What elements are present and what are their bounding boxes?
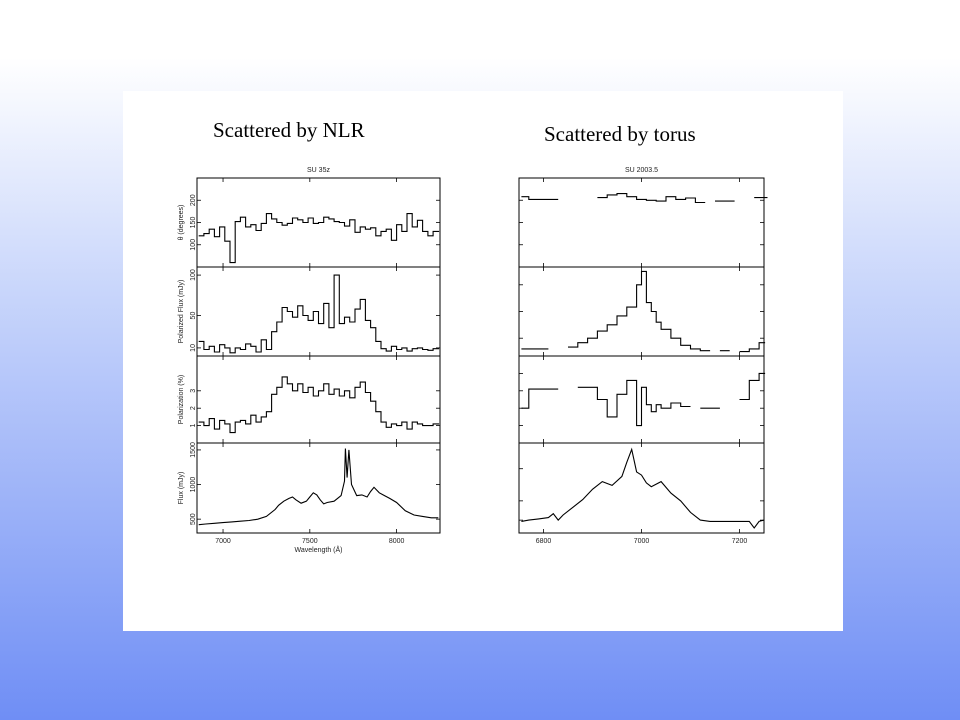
x-axis-label: Wavelength (Å) (294, 547, 343, 554)
left-heading: Scattered by NLR (213, 118, 365, 142)
subplot-frame (519, 178, 764, 267)
panel-title: SU 35z (307, 167, 330, 174)
y-axis-label: θ (degrees) (178, 204, 185, 241)
y-tick-label: 1000 (190, 476, 197, 493)
series-line (199, 214, 439, 263)
subplot-polarized-flux (519, 267, 765, 356)
y-tick-label: 500 (190, 513, 197, 525)
y-axis-label: Polarization (%) (178, 374, 185, 425)
y-tick-label: 200 (190, 194, 197, 207)
chart-panel-1 (519, 167, 768, 545)
subplot-flux (519, 443, 764, 533)
y-tick-label: 3 (190, 388, 197, 393)
subplot-pa (178, 178, 440, 267)
series-line (521, 373, 765, 425)
subplot-pa (519, 178, 768, 267)
x-tick-label: 8000 (388, 538, 405, 545)
chart-panel-0 (178, 167, 440, 554)
panel-title: SU 2003.5 (624, 167, 659, 174)
y-tick-label: 1 (190, 423, 197, 428)
y-axis-label: Polarized Flux (mJy) (178, 279, 185, 344)
x-tick-label: 7000 (633, 538, 650, 545)
x-tick-label: 7500 (302, 538, 318, 545)
spectra-figure (123, 91, 843, 631)
subplot-frame (519, 443, 764, 533)
y-tick-label: 1500 (190, 442, 197, 458)
series-line (521, 449, 764, 528)
y-axis-label: Flux (mJy) (178, 471, 185, 505)
subplot-frame (197, 356, 440, 443)
y-tick-label: 50 (190, 311, 197, 320)
series-line (199, 449, 439, 525)
subplot-frame (197, 443, 440, 533)
y-tick-label: 10 (190, 344, 197, 352)
subplot-polarization (178, 356, 440, 443)
right-heading: Scattered by torus (544, 122, 696, 146)
y-tick-label: 2 (190, 406, 197, 411)
series-line (521, 271, 765, 351)
series-line (199, 275, 439, 353)
slide-card (123, 91, 843, 631)
x-tick-label: 7200 (731, 538, 748, 545)
y-tick-label: 150 (190, 216, 197, 229)
y-tick-label: 100 (190, 269, 197, 281)
x-tick-label: 6800 (535, 538, 552, 545)
y-tick-label: 100 (190, 238, 197, 251)
series-line (521, 194, 767, 203)
subplot-flux (178, 442, 440, 533)
subplot-polarized-flux (178, 267, 440, 356)
x-tick-label: 7000 (215, 538, 231, 545)
series-line (199, 377, 439, 433)
subplot-polarization (519, 356, 765, 443)
